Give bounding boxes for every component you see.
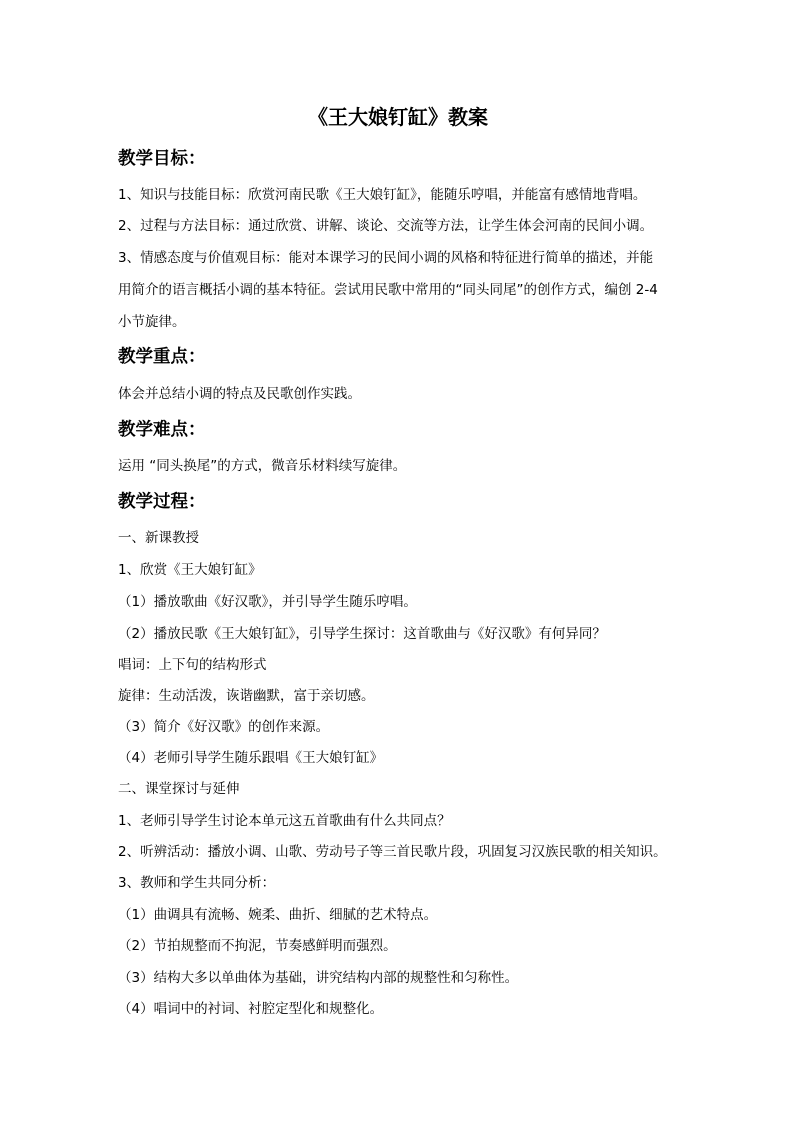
process-item: （1）曲调具有流畅、婉柔、曲折、细腻的艺术特点。 <box>118 907 438 923</box>
process-item: 3、教师和学生共同分析： <box>118 875 276 891</box>
heading-key-points: 教学重点： <box>118 347 206 367</box>
process-item: 1、欣赏《王大娘钉缸》 <box>118 562 262 578</box>
process-item: （3）结构大多以单曲体为基础，讲究结构内部的规整性和匀称性。 <box>118 970 519 986</box>
process-item: （3）简介《好汉歌》的创作来源。 <box>118 719 330 735</box>
objective-1: 1、知识与技能目标：欣赏河南民歌《王大娘钉缸》，能随乐哼唱，并能富有感情地背唱。 <box>118 187 647 203</box>
objective-2: 2、过程与方法目标：通过欣赏、讲解、谈论、交流等方法，让学生体会河南的民间小调。 <box>118 218 654 234</box>
heading-difficulties: 教学难点： <box>118 420 206 440</box>
objective-3-end: 小节旋律。 <box>118 314 186 330</box>
process-item: 唱词：上下句的结构形式 <box>118 657 267 673</box>
document-title: 《王大娘钉缸》教案 <box>308 105 488 129</box>
objective-3: 3、情感态度与价值观目标：能对本课学习的民间小调的风格和特征进行简单的描述，并能 <box>118 250 654 266</box>
key-points-text: 体会并总结小调的特点及民歌创作实践。 <box>118 386 361 402</box>
objective-3-continued: 用简介的语言概括小调的基本特征。尝试用民歌中常用的“同头同尾”的创作方式，编创 2-4 <box>118 282 658 298</box>
process-item: （1）播放歌曲《好汉歌》，并引导学生随乐哼唱。 <box>118 594 417 610</box>
section-discussion: 二、课堂探讨与延伸 <box>118 781 240 797</box>
process-item: 1、老师引导学生讨论本单元这五首歌曲有什么共同点？ <box>118 813 451 829</box>
difficulties-text: 运用 “同头换尾”的方式，微音乐材料续写旋律。 <box>118 458 407 474</box>
section-new-lesson: 一、新课教授 <box>118 530 199 546</box>
process-item: （4）唱词中的衬词、衬腔定型化和规整化。 <box>118 1001 384 1017</box>
process-item: （4）老师引导学生随乐跟唱《王大娘钉缸》 <box>118 750 384 766</box>
process-item: （2）播放民歌《王大娘钉缸》，引导学生探讨：这首歌曲与《好汉歌》有何异同？ <box>118 626 606 642</box>
heading-process: 教学过程： <box>118 492 206 512</box>
process-item: （2）节拍规整而不拘泥，节奏感鲜明而强烈。 <box>118 938 397 954</box>
heading-objectives: 教学目标： <box>118 149 206 169</box>
process-item: 2、听辨活动：播放小调、山歌、劳动号子等三首民歌片段，巩固复习汉族民歌的相关知识。 <box>118 844 667 860</box>
process-item: 旋律：生动活泼，诙谐幽默，富于亲切感。 <box>118 688 375 704</box>
